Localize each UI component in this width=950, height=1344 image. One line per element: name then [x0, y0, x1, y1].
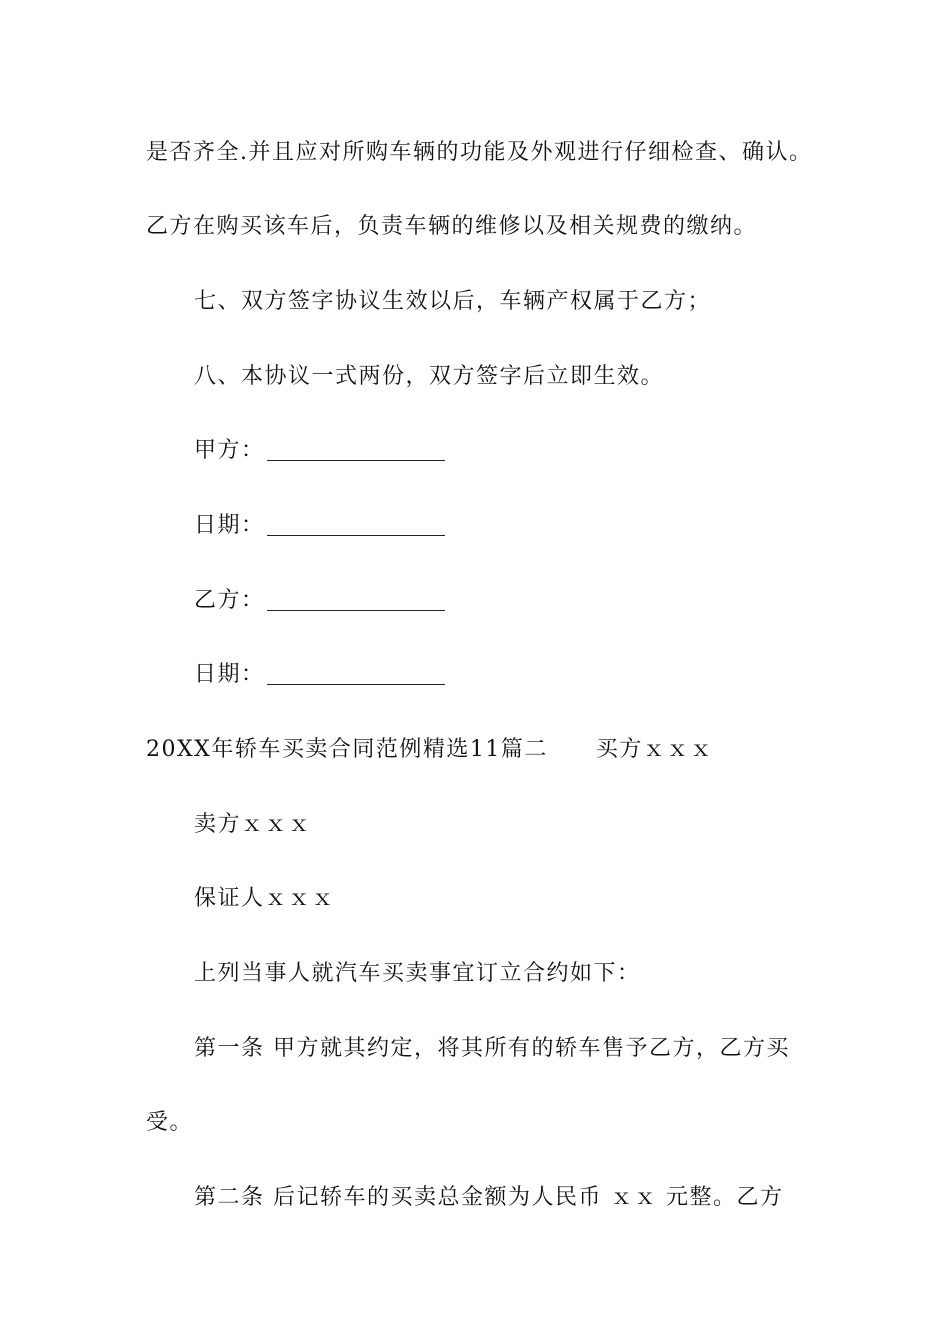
- article-two: 第二条 后记轿车的买卖总金额为人民币 ｘｘ 元整。乙方: [194, 1185, 784, 1210]
- seller-label: 卖方ｘｘｘ: [194, 812, 312, 837]
- signature-blank-line: [267, 588, 445, 611]
- section-heading-line: [146, 735, 713, 765]
- signature-date-1: [194, 511, 445, 541]
- signature-blank-line: [267, 513, 445, 536]
- signature-label: 日期：: [194, 513, 265, 538]
- paragraph-line: 是否齐全.并且应对所购车辆的功能及外观进行仔细检查、确认。: [146, 140, 813, 165]
- buyer-label: 买方ｘｘｘ: [595, 737, 714, 762]
- clause-eight: 八、本协议一式两份，双方签字后立即生效。: [194, 364, 665, 389]
- preamble: 上列当事人就汽车买卖事宜订立合约如下：: [194, 961, 641, 986]
- guarantor-label: 保证人ｘｘｘ: [194, 886, 336, 911]
- signature-label: 乙方：: [194, 588, 265, 613]
- signature-blank-line: [267, 438, 445, 461]
- signature-label: 甲方：: [194, 438, 265, 463]
- signature-date-2: [194, 660, 445, 690]
- paragraph-line: 乙方在购买该车后，负责车辆的维修以及相关规费的缴纳。: [146, 214, 758, 239]
- signature-party-b: [194, 586, 445, 616]
- signature-label: 日期：: [194, 662, 265, 687]
- article-one-continued: 受。: [146, 1110, 194, 1135]
- clause-seven: 七、双方签字协议生效以后，车辆产权属于乙方；: [194, 289, 712, 314]
- section-title: 20XX年轿车买卖合同范例精选11篇二: [146, 737, 548, 762]
- article-one: 第一条 甲方就其约定，将其所有的轿车售予乙方，乙方买: [194, 1036, 790, 1061]
- signature-party-a: [194, 436, 445, 466]
- signature-blank-line: [267, 662, 445, 685]
